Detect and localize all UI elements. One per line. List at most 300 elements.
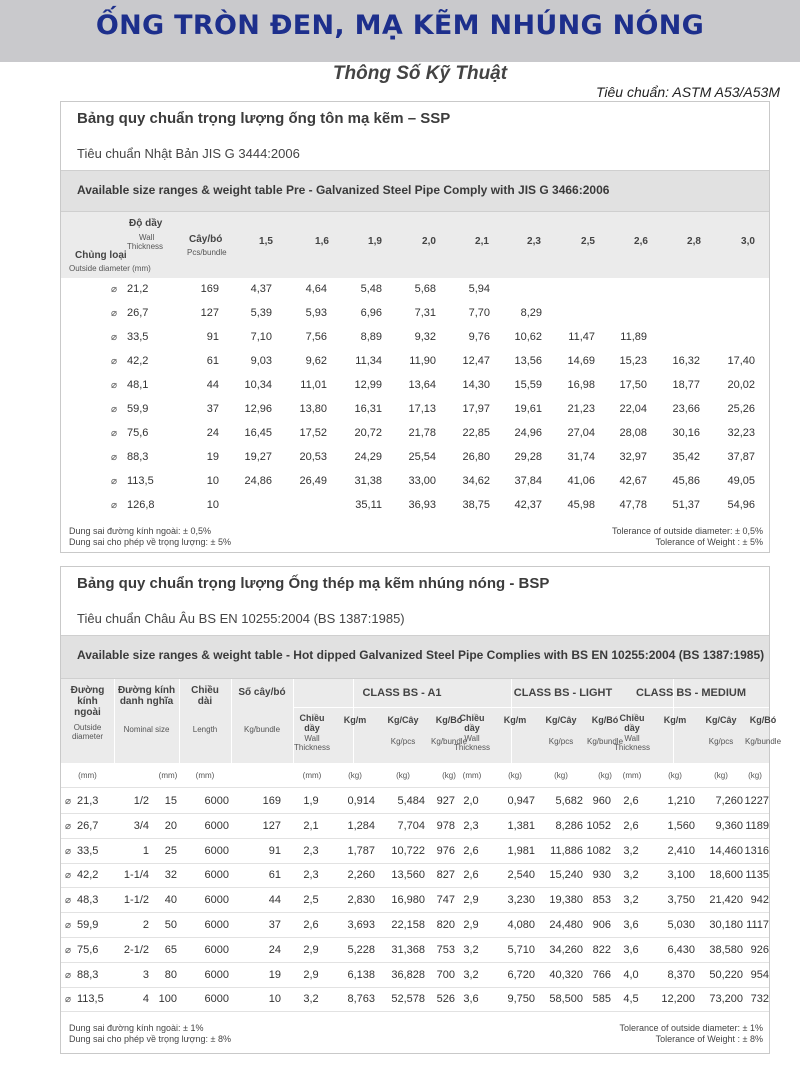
bsp-od-header-en: diameter <box>71 732 104 741</box>
ssp-weight-cell: 36,93 <box>408 499 436 511</box>
bsp-note-right-2: Tolerance of Weight : ± 8% <box>655 1034 763 1044</box>
bsp-kg-per-pcs: 16,980 <box>391 894 425 906</box>
ssp-weight-cell: 4,64 <box>305 283 327 295</box>
ssp-thickness-header: 3,0 <box>741 236 755 247</box>
ssp-weight-cell: 11,01 <box>300 379 327 391</box>
bsp-nominal-inch: 1 <box>142 845 149 857</box>
bsp-diameter-symbol: ⌀ <box>65 821 72 832</box>
bsp-sub-kgbo-en: Kg/bundle <box>744 737 782 746</box>
bsp-wall-thickness: 3,2 <box>463 969 479 981</box>
bsp-kg-per-pcs: 52,578 <box>391 993 425 1005</box>
bsp-wall-thickness: 2,9 <box>303 969 319 981</box>
bsp-nominal-mm: 80 <box>164 969 177 981</box>
bsp-banner-text: Available size ranges & weight table - Hot dipped Galvanized Steel Pipe Complies with BS EN 10255:2004 (BS 1387:1985) <box>77 648 765 662</box>
bsp-nominal-inch: 2 <box>142 919 149 931</box>
row-divider <box>61 813 769 814</box>
ssp-pcs-bundle: 24 <box>206 427 219 439</box>
ssp-weight-cell: 20,72 <box>354 427 382 439</box>
bsp-kg-per-pcs: 8,286 <box>555 820 583 832</box>
ssp-weight-cell: 9,32 <box>414 331 436 343</box>
ssp-weight-cell: 9,76 <box>468 331 490 343</box>
bsp-wall-thickness: 3,6 <box>623 944 639 956</box>
row-divider <box>61 937 769 938</box>
bsp-kg-per-pcs: 7,704 <box>397 820 425 832</box>
ssp-thickness-header: 2,8 <box>687 236 701 247</box>
bsp-kg-per-m: 5,228 <box>347 944 375 956</box>
bsp-pcs-bundle: 10 <box>268 993 281 1005</box>
bsp-kg-per-bundle: 1316 <box>744 845 769 857</box>
ssp-weight-cell: 14,30 <box>462 379 490 391</box>
ssp-type-label: Chủng loại <box>75 250 127 261</box>
bsp-kg-per-m: 1,560 <box>667 820 695 832</box>
bsp-pcs-bundle: 91 <box>268 845 281 857</box>
bsp-kg-per-m: 2,540 <box>507 869 535 881</box>
bsp-od-header: Đường <box>70 685 105 696</box>
bsp-unit-label: (kg) <box>714 771 728 780</box>
ssp-weight-cell: 22,04 <box>619 403 647 415</box>
ssp-weight-cell: 20,02 <box>727 379 755 391</box>
bsp-kg-per-bundle: 1082 <box>586 845 611 857</box>
ssp-diameter-symbol: ⌀ <box>111 356 118 367</box>
bsp-kg-per-bundle: 732 <box>750 993 769 1005</box>
bsp-wall-thickness: 2,9 <box>463 919 479 931</box>
bsp-nominal-mm: 25 <box>164 845 177 857</box>
header-divider <box>293 707 769 708</box>
ssp-weight-cell: 47,78 <box>619 499 647 511</box>
ssp-weight-cell: 15,59 <box>514 379 542 391</box>
ssp-outside-diameter: 42,2 <box>127 355 149 367</box>
ssp-standard: Tiêu chuẩn Nhật Bản JIS G 3444:2006 <box>77 146 300 161</box>
ssp-weight-cell: 24,86 <box>244 475 272 487</box>
bsp-kg-per-pcs: 30,180 <box>709 919 743 931</box>
ssp-weight-cell: 37,84 <box>514 475 542 487</box>
bsp-sub-kgcay-en: Kg/pcs <box>390 737 416 746</box>
row-divider <box>61 838 769 839</box>
bsp-sub-wall-en: Thickness <box>453 743 490 752</box>
ssp-outside-diameter: 88,3 <box>127 451 149 463</box>
ssp-banner-text: Available size ranges & weight table Pre - Galvanized Steel Pipe Comply with JIS G 3466:2006 <box>77 183 610 197</box>
bsp-length-header: dài <box>197 696 213 707</box>
ssp-weight-cell: 4,37 <box>250 283 272 295</box>
ssp-outside-diameter: 75,6 <box>127 427 149 439</box>
ssp-pcs-bundle: 61 <box>206 355 219 367</box>
bsp-nominal-mm: 15 <box>164 795 177 807</box>
ssp-weight-cell: 29,28 <box>514 451 542 463</box>
ssp-weight-cell: 26,49 <box>299 475 327 487</box>
bsp-banner <box>61 635 769 679</box>
ssp-pcs-bundle: 91 <box>206 331 219 343</box>
bsp-sub-kgbo: Kg/Bó <box>749 715 777 725</box>
bsp-kg-per-bundle: 1052 <box>586 820 611 832</box>
ssp-weight-cell: 7,56 <box>305 331 327 343</box>
bsp-kg-per-bundle: 926 <box>750 944 769 956</box>
bsp-nominal-inch: 1/2 <box>133 795 149 807</box>
ssp-weight-cell: 18,77 <box>672 379 700 391</box>
ssp-weight-cell: 34,62 <box>462 475 490 487</box>
ssp-weight-cell: 22,85 <box>462 427 490 439</box>
bsp-nominal-mm: 40 <box>164 894 177 906</box>
bsp-kg-per-m: 0,947 <box>507 795 535 807</box>
ssp-weight-cell: 9,62 <box>305 355 327 367</box>
row-divider <box>61 1011 769 1012</box>
bsp-sub-wall-en: Wall <box>624 734 640 743</box>
row-divider <box>61 962 769 963</box>
bsp-unit-label: (mm) <box>195 771 215 780</box>
bsp-kg-per-m: 3,230 <box>507 894 535 906</box>
bsp-kg-per-pcs: 24,480 <box>549 919 583 931</box>
bsp-kg-per-m: 8,370 <box>667 969 695 981</box>
bsp-kg-per-pcs: 22,158 <box>391 919 425 931</box>
bsp-kg-per-bundle: 526 <box>436 993 455 1005</box>
page-subtitle: Thông Số Kỹ Thuật <box>332 63 508 84</box>
bsp-sub-wall: dầy <box>304 723 320 733</box>
bsp-diameter-symbol: ⌀ <box>65 920 72 931</box>
bsp-sub-wall: Chiều <box>619 713 645 723</box>
bsp-length: 6000 <box>204 869 229 881</box>
bsp-kg-per-m: 1,787 <box>347 845 375 857</box>
bsp-kg-per-pcs: 5,682 <box>555 795 583 807</box>
bsp-unit-label: (kg) <box>348 771 362 780</box>
bsp-nominal-mm: 20 <box>164 820 177 832</box>
bsp-diameter-symbol: ⌀ <box>65 846 72 857</box>
bsp-kg-per-bundle: 1189 <box>745 820 769 832</box>
bsp-pcs-bundle: 24 <box>268 944 281 956</box>
bsp-kg-per-pcs: 58,500 <box>549 993 583 1005</box>
ssp-weight-cell: 31,38 <box>354 475 382 487</box>
ssp-thickness-header: 1,6 <box>315 236 329 247</box>
bsp-kg-per-m: 2,830 <box>347 894 375 906</box>
bsp-nominal-inch: 2-1/2 <box>123 944 149 956</box>
bsp-wall-thickness: 2,6 <box>623 795 639 807</box>
bsp-note-left-2: Dung sai cho phép về trọng lượng: ± 8% <box>69 1034 231 1044</box>
bsp-kg-per-bundle: 906 <box>592 919 611 931</box>
bsp-wall-thickness: 4,0 <box>623 969 639 981</box>
bsp-kg-per-m: 3,693 <box>347 919 375 931</box>
bsp-diameter-symbol: ⌀ <box>65 945 72 956</box>
bsp-sub-kgm: Kg/m <box>343 715 367 725</box>
bsp-kg-per-m: 5,030 <box>667 919 695 931</box>
ssp-weight-cell: 19,27 <box>244 451 272 463</box>
bsp-kg-per-bundle: 1117 <box>746 919 769 931</box>
bsp-outside-diameter: 88,3 <box>77 969 99 981</box>
bsp-kg-per-pcs: 10,722 <box>391 845 425 857</box>
bsp-sub-kgbo: Kg/Bó <box>591 715 619 725</box>
bsp-kg-per-pcs: 73,200 <box>709 993 743 1005</box>
bsp-length: 6000 <box>204 919 229 931</box>
standard-label: Tiêu chuẩn: ASTM A53/A53M <box>595 84 780 100</box>
bsp-length: 6000 <box>204 795 229 807</box>
ssp-thickness-header: 2,3 <box>527 236 541 247</box>
ssp-weight-cell: 8,89 <box>360 331 382 343</box>
bsp-kg-per-bundle: 1227 <box>744 795 769 807</box>
bsp-diameter-symbol: ⌀ <box>65 970 72 981</box>
ssp-pcs-bundle: 127 <box>200 307 219 319</box>
bsp-wall-thickness: 3,6 <box>623 919 639 931</box>
ssp-diameter-symbol: ⌀ <box>111 452 118 463</box>
ssp-weight-cell: 11,34 <box>355 355 382 367</box>
ssp-outside-diameter: 26,7 <box>127 307 149 319</box>
bsp-kg-per-pcs: 11,886 <box>550 845 583 857</box>
bsp-wall-thickness: 2,0 <box>463 795 479 807</box>
bsp-nominal-header-en: Nominal size <box>123 725 170 734</box>
bsp-od-header: ngoài <box>74 707 101 718</box>
bsp-kg-per-m: 3,100 <box>667 869 695 881</box>
bsp-wall-thickness: 1,9 <box>303 795 319 807</box>
bsp-kg-per-m: 6,138 <box>347 969 375 981</box>
ssp-table-panel <box>60 101 770 553</box>
ssp-weight-cell: 13,56 <box>514 355 542 367</box>
bsp-kg-per-m: 9,750 <box>507 993 535 1005</box>
bsp-sub-kgcay: Kg/Cây <box>387 715 419 725</box>
bsp-diameter-symbol: ⌀ <box>65 895 72 906</box>
ssp-weight-cell: 30,16 <box>672 427 700 439</box>
ssp-weight-cell: 17,52 <box>299 427 327 439</box>
ssp-weight-cell: 24,96 <box>514 427 542 439</box>
bsp-diameter-symbol: ⌀ <box>65 870 72 881</box>
ssp-weight-cell: 25,54 <box>408 451 436 463</box>
ssp-weight-cell: 21,23 <box>567 403 595 415</box>
bsp-sub-wall: dầy <box>624 723 640 733</box>
bsp-kg-per-m: 1,381 <box>507 820 535 832</box>
bsp-kg-per-bundle: 942 <box>750 894 769 906</box>
bsp-kg-per-pcs: 36,828 <box>391 969 425 981</box>
bsp-kg-per-m: 8,763 <box>347 993 375 1005</box>
bsp-table-panel <box>60 566 782 1054</box>
ssp-weight-cell: 7,10 <box>250 331 272 343</box>
ssp-weight-cell: 14,69 <box>567 355 595 367</box>
bsp-pcs-bundle: 44 <box>268 894 281 906</box>
bsp-outside-diameter: 33,5 <box>77 845 99 857</box>
bsp-outside-diameter: 75,6 <box>77 944 99 956</box>
ssp-outside-diameter: 21,2 <box>127 283 149 295</box>
bsp-unit-label: (kg) <box>748 771 762 780</box>
bsp-sub-kgm: Kg/m <box>503 715 527 725</box>
ssp-outside-diameter: 48,1 <box>127 379 149 391</box>
bsp-wall-thickness: 3,2 <box>623 869 639 881</box>
bsp-kg-per-bundle: 978 <box>436 820 455 832</box>
bsp-length: 6000 <box>204 944 229 956</box>
bsp-length: 6000 <box>204 969 229 981</box>
bsp-wall-thickness: 3,6 <box>463 993 479 1005</box>
ssp-weight-cell: 17,97 <box>462 403 490 415</box>
page-title: ỐNG TRÒN ĐEN, MẠ KẼM NHÚNG NÓNG <box>95 10 705 41</box>
bsp-outside-diameter: 48,3 <box>77 894 99 906</box>
bsp-kg-per-pcs: 15,240 <box>549 869 583 881</box>
bsp-sub-kgcay: Kg/Cây <box>705 715 737 725</box>
bsp-kg-per-pcs: 14,460 <box>709 845 743 857</box>
bsp-nominal-mm: 32 <box>164 869 177 881</box>
bsp-kg-per-bundle: 766 <box>592 969 611 981</box>
ssp-weight-cell: 6,96 <box>360 307 382 319</box>
ssp-weight-cell: 32,97 <box>619 451 647 463</box>
bsp-sub-wall: Chiều <box>299 713 325 723</box>
bsp-pcs-bundle: 61 <box>268 869 281 881</box>
ssp-weight-cell: 5,39 <box>250 307 272 319</box>
bsp-nominal-header: Đường kính <box>117 685 176 696</box>
bsp-od-header: kính <box>77 696 98 707</box>
bsp-kg-per-m: 3,750 <box>667 894 695 906</box>
ssp-banner <box>61 170 769 212</box>
ssp-weight-cell: 17,13 <box>408 403 436 415</box>
ssp-weight-cell: 10,34 <box>244 379 272 391</box>
ssp-weight-cell: 20,53 <box>299 451 327 463</box>
bsp-pcs-bundle: 127 <box>262 820 281 832</box>
ssp-weight-cell: 45,98 <box>567 499 595 511</box>
ssp-weight-cell: 31,74 <box>567 451 595 463</box>
bsp-wall-thickness: 2,6 <box>623 820 639 832</box>
bsp-kg-per-bundle: 954 <box>750 969 769 981</box>
ssp-weight-cell: 16,98 <box>567 379 595 391</box>
ssp-weight-cell: 23,66 <box>672 403 700 415</box>
bsp-outside-diameter: 42,2 <box>77 869 99 881</box>
bsp-unit-label: (kg) <box>554 771 568 780</box>
ssp-weight-cell: 11,47 <box>568 331 595 343</box>
bsp-kg-per-bundle: 976 <box>436 845 455 857</box>
bsp-outside-diameter: 59,9 <box>77 919 99 931</box>
bsp-length: 6000 <box>204 894 229 906</box>
bsp-kg-per-m: 1,210 <box>667 795 695 807</box>
bsp-nominal-inch: 3 <box>142 969 149 981</box>
ssp-weight-cell: 35,42 <box>672 451 700 463</box>
ssp-weight-cell: 7,70 <box>468 307 490 319</box>
ssp-diameter-symbol: ⌀ <box>111 332 118 343</box>
ssp-weight-cell: 5,93 <box>305 307 327 319</box>
ssp-weight-cell: 25,26 <box>727 403 755 415</box>
bsp-kg-per-pcs: 18,600 <box>709 869 743 881</box>
bsp-kg-per-bundle: 585 <box>592 993 611 1005</box>
ssp-type-label-en: Outside diameter (mm) <box>69 264 151 273</box>
ssp-weight-cell: 41,06 <box>567 475 595 487</box>
ssp-thickness-header: 1,9 <box>368 236 382 247</box>
ssp-weight-cell: 16,32 <box>672 355 700 367</box>
bsp-outside-diameter: 113,5 <box>77 993 104 1005</box>
bsp-kg-per-pcs: 40,320 <box>549 969 583 981</box>
bsp-kg-per-m: 5,710 <box>507 944 535 956</box>
bsp-unit-label: (kg) <box>442 771 456 780</box>
bsp-wall-thickness: 4,5 <box>623 993 639 1005</box>
bsp-length-header: Chiều <box>191 685 219 696</box>
bsp-outside-diameter: 21,3 <box>77 795 99 807</box>
bsp-kg-per-m: 0,914 <box>347 795 375 807</box>
bsp-kg-per-m: 12,200 <box>661 993 695 1005</box>
title-banner <box>0 0 800 62</box>
ssp-title: Bảng quy chuẩn trọng lượng ống tôn mạ kẽm – SSP <box>77 110 451 127</box>
ssp-weight-cell: 13,80 <box>299 403 327 415</box>
bsp-pcs-bundle: 37 <box>268 919 281 931</box>
bsp-kg-per-bundle: 1135 <box>745 869 769 881</box>
ssp-weight-cell: 15,23 <box>619 355 647 367</box>
ssp-weight-cell: 5,68 <box>414 283 436 295</box>
bsp-unit-label: (mm) <box>158 771 178 780</box>
ssp-weight-cell: 32,23 <box>727 427 755 439</box>
bsp-kg-per-bundle: 930 <box>592 869 611 881</box>
ssp-header-row <box>61 212 769 278</box>
bsp-wall-thickness: 3,2 <box>463 944 479 956</box>
bsp-kg-per-bundle: 747 <box>436 894 455 906</box>
ssp-wall-label-en2: Thickness <box>127 242 164 251</box>
ssp-weight-cell: 21,78 <box>408 427 436 439</box>
bsp-kg-per-pcs: 34,260 <box>549 944 583 956</box>
bsp-wall-thickness: 2,1 <box>303 820 319 832</box>
bsp-kg-per-pcs: 38,580 <box>709 944 743 956</box>
ssp-thickness-header: 2,5 <box>581 236 595 247</box>
ssp-weight-cell: 42,67 <box>619 475 647 487</box>
ssp-diameter-symbol: ⌀ <box>111 428 118 439</box>
bsp-wall-thickness: 3,2 <box>623 845 639 857</box>
bsp-unit-label: (kg) <box>668 771 682 780</box>
ssp-pcs-bundle: 10 <box>206 475 219 487</box>
bsp-pcs-bundle: 19 <box>268 969 281 981</box>
ssp-diameter-symbol: ⌀ <box>111 284 118 295</box>
bsp-nominal-inch: 3/4 <box>133 820 149 832</box>
ssp-pcs-bundle: 44 <box>206 379 219 391</box>
ssp-weight-cell: 49,05 <box>727 475 755 487</box>
ssp-weight-cell: 17,50 <box>619 379 647 391</box>
ssp-weight-cell: 26,80 <box>462 451 490 463</box>
ssp-note-right-2: Tolerance of Weight : ± 5% <box>655 537 763 547</box>
bsp-kg-per-m: 1,981 <box>507 845 535 857</box>
ssp-thickness-header: 2,0 <box>422 236 436 247</box>
ssp-diameter-symbol: ⌀ <box>111 404 118 415</box>
ssp-weight-cell: 16,31 <box>354 403 382 415</box>
ssp-weight-cell: 42,37 <box>514 499 542 511</box>
ssp-pcs-bundle: 10 <box>206 499 219 511</box>
bsp-unit-label: (kg) <box>396 771 410 780</box>
ssp-weight-cell: 17,40 <box>727 355 755 367</box>
bsp-sub-wall-en: Wall <box>304 734 320 743</box>
row-divider <box>61 787 769 788</box>
ssp-weight-cell: 12,99 <box>354 379 382 391</box>
ssp-weight-cell: 27,04 <box>567 427 595 439</box>
ssp-weight-cell: 28,08 <box>619 427 647 439</box>
ssp-thickness-header: 1,5 <box>259 236 273 247</box>
ssp-weight-cell: 12,47 <box>462 355 490 367</box>
ssp-thickness-header: 2,1 <box>475 236 489 247</box>
bsp-sub-wall-en: Wall <box>464 734 480 743</box>
ssp-wall-label: Độ dầy <box>129 218 163 229</box>
bsp-kg-per-pcs: 31,368 <box>391 944 425 956</box>
bsp-nominal-mm: 100 <box>158 993 177 1005</box>
bsp-od-header-en: Outside <box>73 723 102 732</box>
bsp-wall-thickness: 2,3 <box>303 869 319 881</box>
bsp-wall-thickness: 2,6 <box>303 919 319 931</box>
bsp-header-row <box>61 679 782 763</box>
bsp-kg-per-bundle: 820 <box>436 919 455 931</box>
bsp-bundle-header: Số cây/bó <box>238 687 286 698</box>
ssp-weight-cell: 45,86 <box>672 475 700 487</box>
ssp-outside-diameter: 126,8 <box>127 499 155 511</box>
bsp-outside-diameter: 26,7 <box>77 820 99 832</box>
bsp-diameter-symbol: ⌀ <box>65 796 72 807</box>
bsp-wall-thickness: 2,5 <box>303 894 319 906</box>
bsp-nominal-inch: 1-1/2 <box>123 894 149 906</box>
bsp-pcs-bundle: 169 <box>262 795 281 807</box>
bsp-sub-kgcay-en: Kg/pcs <box>548 737 574 746</box>
ssp-wall-label-en: Wall <box>139 233 155 242</box>
ssp-bundle-label: Cây/bó <box>189 234 223 245</box>
ssp-weight-cell: 5,48 <box>360 283 382 295</box>
ssp-diameter-symbol: ⌀ <box>111 476 118 487</box>
row-divider <box>61 912 769 913</box>
ssp-weight-cell: 10,62 <box>514 331 542 343</box>
ssp-diameter-symbol: ⌀ <box>111 500 118 511</box>
bsp-class-light-header: CLASS BS - LIGHT <box>513 687 613 699</box>
ssp-weight-cell: 11,90 <box>409 355 436 367</box>
ssp-pcs-bundle: 37 <box>206 403 219 415</box>
bsp-kg-per-m: 2,410 <box>667 845 695 857</box>
ssp-thickness-header: 2,6 <box>634 236 648 247</box>
bsp-sub-wall: dầy <box>464 723 480 733</box>
